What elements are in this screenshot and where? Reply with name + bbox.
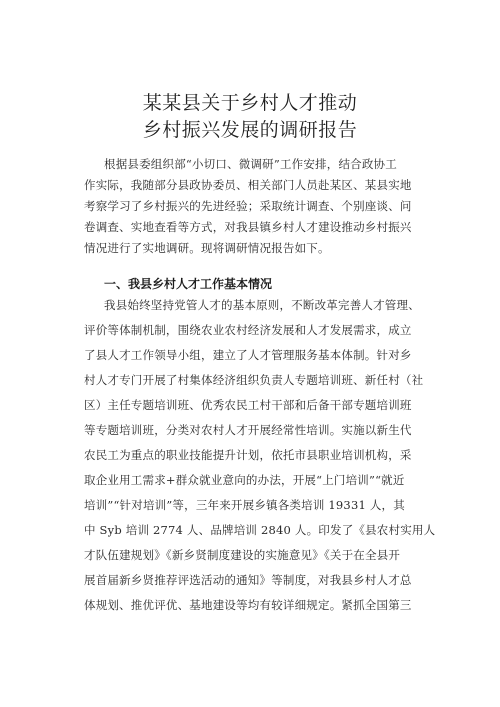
document-title-line-1: 某某县关于乡村人才推动 (142, 92, 358, 114)
paragraph-line: 评价等体制机制，围绕农业农村经济发展和人才发展需求，成立 (84, 323, 412, 337)
paragraph-line: 情况进行了实地调研。现将调研情况报告如下。 (84, 241, 330, 255)
paragraph-line: 了县人才工作领导小组，建立了人才管理服务基本体制。针对乡 (84, 348, 412, 362)
paragraph-line: 我县始终坚持党管人才的基本原则，不断改革完善人才管理、 (104, 298, 420, 312)
document-title-line-2: 乡村振兴发展的调研报告 (142, 119, 358, 141)
paragraph-line: 农民工为重点的职业技能提升计划，依托市县职业培训机构，采 (84, 448, 412, 462)
paragraph-line: 取企业用工需求+群众就业意向的办法，开展“上门培训”“就近 (84, 473, 405, 487)
paragraph-line: 村人才专门开展了村集体经济组织负责人专题培训班、新任村（社 (84, 373, 424, 387)
section-heading: 一、我县乡村人才工作基本情况 (104, 277, 273, 291)
paragraph-line: 考察学习了乡村振兴的先进经验；采取统计调查、个别座谈、问 (84, 199, 412, 213)
paragraph-line: 中 Syb 培训 2774 人、品牌培训 2840 人。印发了《县农村实用人 (84, 523, 436, 537)
paragraph-line: 体规划、推优评优、基地建设等均有较详细规定。紧抓全国第三 (84, 598, 412, 612)
paragraph-line: 等专题培训班，分类对农村人才开展经常性培训。实施以新生代 (84, 423, 412, 437)
paragraph-line: 培训”“针对培训”等，三年来开展乡镇各类培训 19331 人，其 (84, 498, 405, 512)
paragraph-line: 展首届新乡贤推荐评选活动的通知》等制度，对我县乡村人才总 (84, 573, 412, 587)
paragraph-line: 区）主任专题培训班、优秀农民工村干部和后备干部专题培训班 (84, 398, 412, 412)
paragraph-line: 才队伍建规划》《新乡贤制度建设的实施意见》《关于在全县开 (84, 548, 401, 562)
paragraph-line: 根据县委组织部“小切口、微调研”工作安排，结合政协工 (104, 157, 397, 171)
paragraph-line: 卷调查、实地查看等方式，对我县镇乡村人才建设推动乡村振兴 (84, 220, 412, 234)
paragraph-line: 作实际，我随部分县政协委员、相关部门人员赴某区、某县实地 (84, 178, 412, 192)
